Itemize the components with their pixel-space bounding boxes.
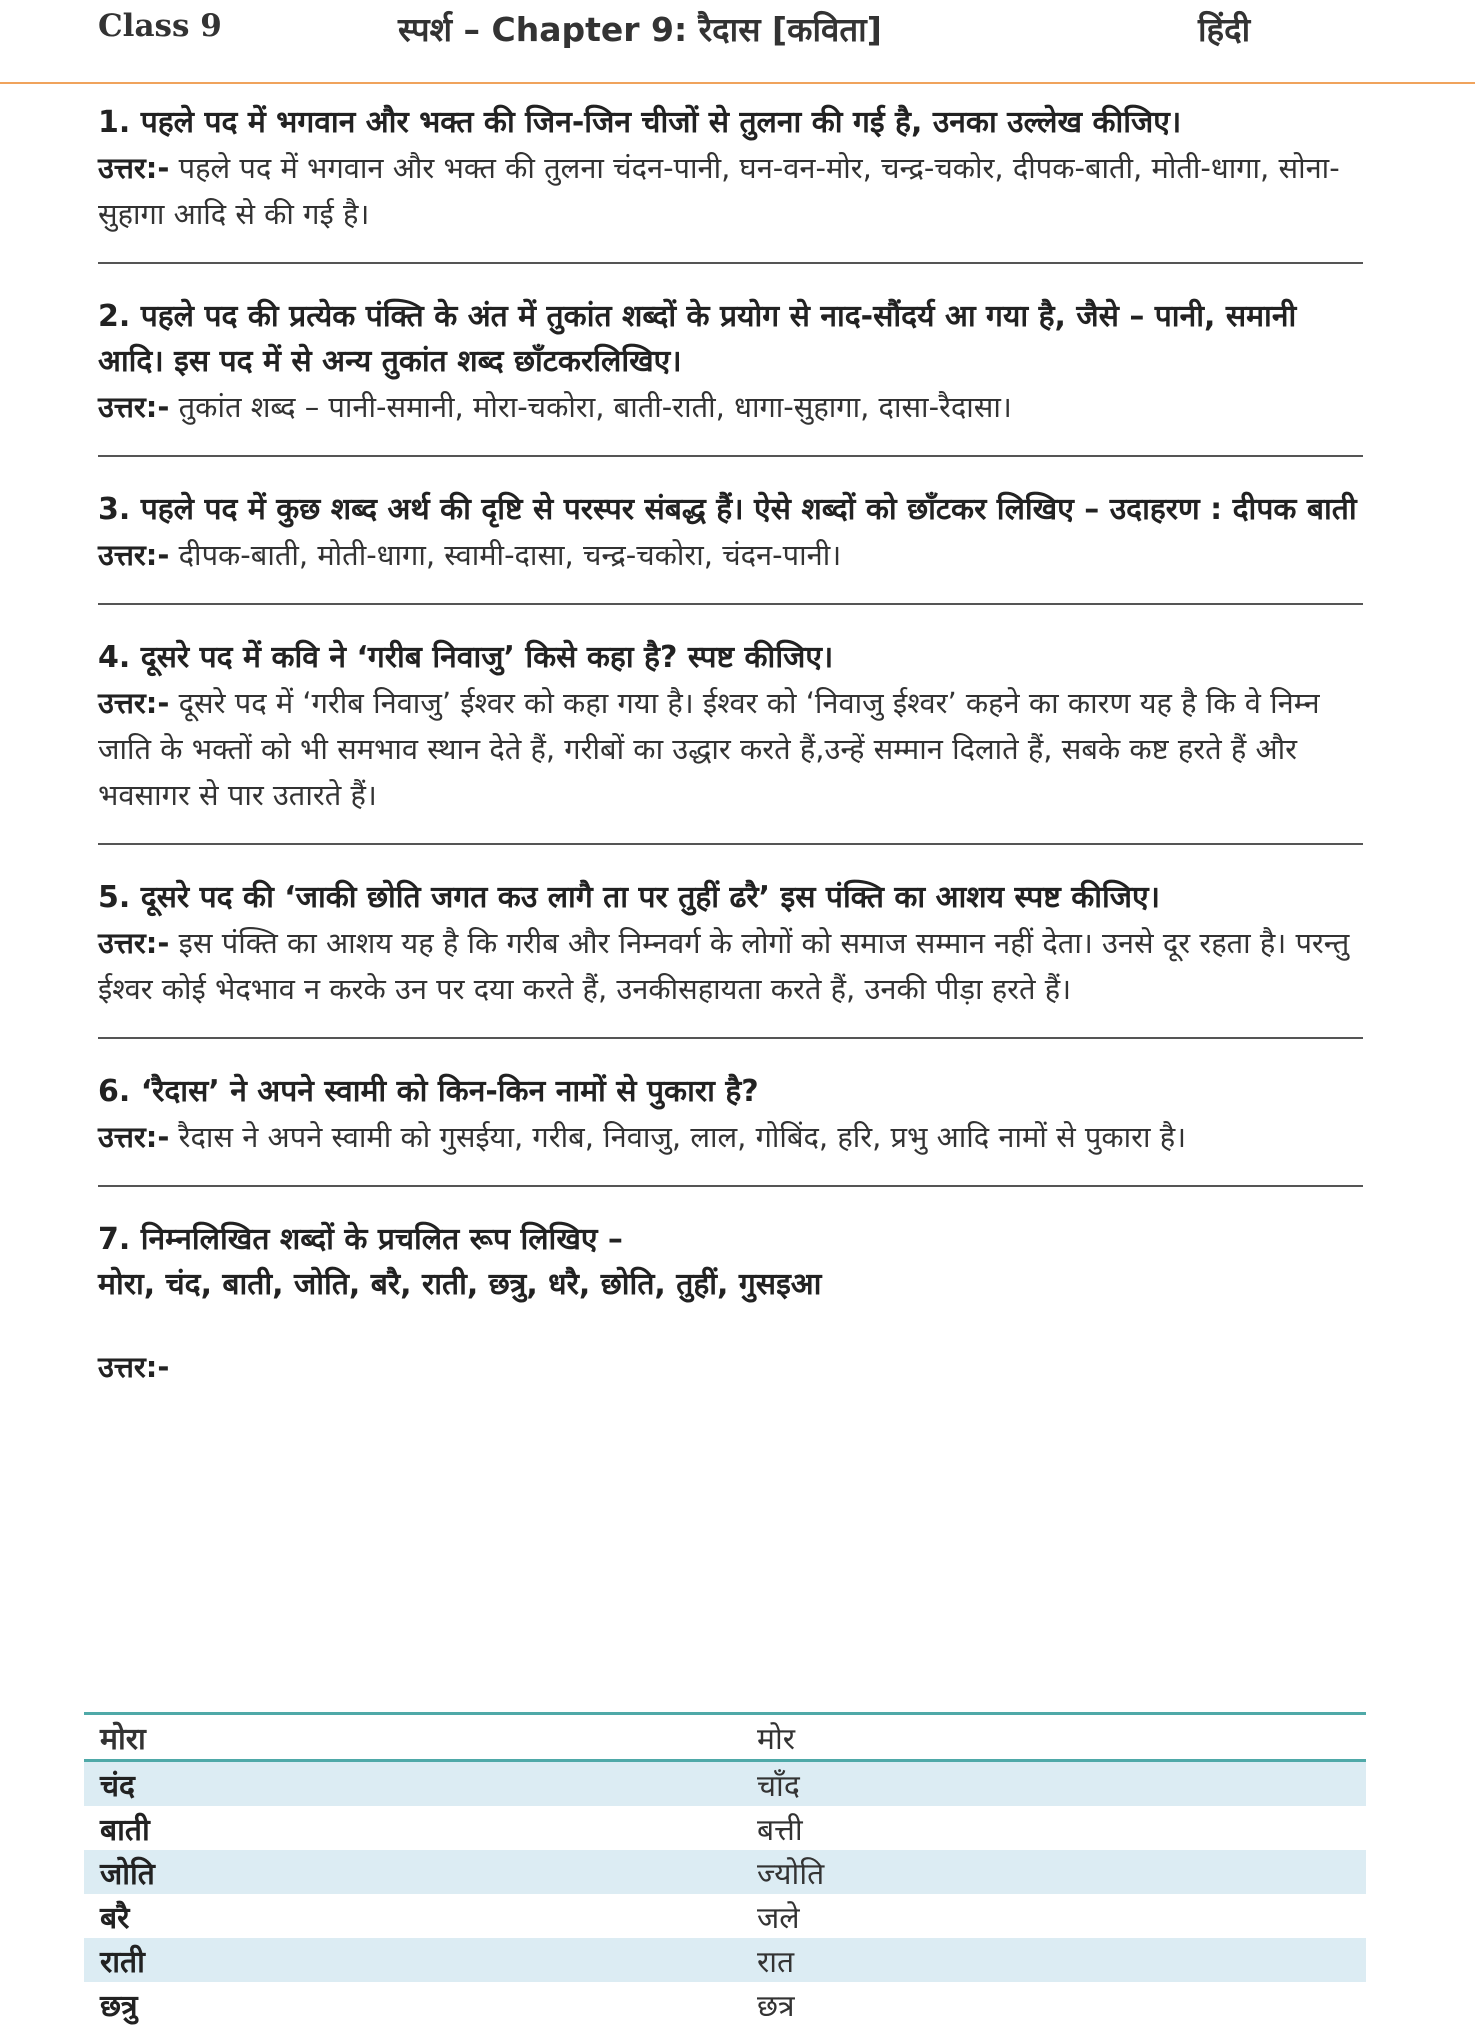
answer-label: उत्तर:- [98, 686, 170, 720]
table-cell-form: छत्र [757, 1988, 795, 2024]
table-cell-form: ज्योति [757, 1856, 825, 1892]
divider [98, 843, 1363, 845]
table-header-cell: मोर [757, 1721, 795, 1757]
question-block-3 [98, 487, 1363, 578]
answer-text [98, 384, 1363, 430]
question-block-7 [98, 1217, 1363, 1389]
table-cell-word: बरै [100, 1900, 130, 1936]
table-cell-form: बत्ती [757, 1812, 803, 1848]
answer-label: उत्तर:- [98, 1350, 170, 1384]
question-text: 6. ‘रैदास’ ने अपने स्वामी को किन-किन नामों से पुकारा है? [98, 1074, 759, 1109]
question-text: 1. पहले पद में भगवान और भक्त की जिन-जिन चीजों से तुलना की गई है, उनका उल्लेख कीजिए। [98, 105, 1182, 140]
answer-body: इस पंक्ति का आशय यह है कि गरीब और निम्नवर्ग के लोगों को समाज सम्मान नहीं देता। उनसे दूर रहता है। परन्तु ईश्वर कोई भेदभाव न करके उन पर दया करते हैं, उनकीसहायता करते हैं, उनकी पीड़ा हरते हैं। [98, 926, 1350, 1006]
answer-label: उत्तर:- [98, 926, 170, 960]
question-block-4 [98, 635, 1363, 818]
page-header [0, 0, 1475, 84]
table-cell-word: चंद [100, 1768, 135, 1804]
divider [98, 455, 1363, 457]
question-text: 5. दूसरे पद की ‘जाकी छोति जगत कउ लागै ता पर तुहीं ढरै’ इस पंक्ति का आशय स्पष्ट कीजिए। [98, 880, 1161, 915]
table-header-row [84, 1714, 1366, 1761]
answer-body: दीपक-बाती, मोती-धागा, स्वामी-दासा, चन्द्र-चकोरा, चंदन-पानी। [169, 538, 842, 572]
table-cell-word: जोति [100, 1856, 155, 1892]
question-text-line1: 7. निम्नलिखित शब्दों के प्रचलित रूप लिखिए – [98, 1222, 623, 1257]
table-cell-word: राती [100, 1944, 145, 1980]
chapter-title: स्पर्श – Chapter 9: रैदास [कविता] [398, 10, 882, 49]
table-row [84, 1982, 1366, 2026]
answer-text [98, 532, 1363, 578]
question-block-6 [98, 1069, 1363, 1160]
answer-label: उत्तर:- [98, 151, 170, 185]
answer-text [98, 920, 1363, 1012]
answer-text [98, 145, 1363, 237]
answer-body: दूसरे पद में ‘गरीब निवाजु’ ईश्वर को कहा गया है। ईश्वर को ‘निवाजु ईश्वर’ कहने का कारण यह है कि वे निम्न जाति के भक्तों को भी समभाव स्थान देते हैं, गरीबों का उद्धार करते हैं,उन्हें सम्मान दिलाते हैं, सबके कष्ट हरते हैं और भवसागर से पार उतारते हैं। [98, 686, 1320, 812]
answer-label: उत्तर:- [98, 390, 170, 424]
table-cell-form: चाँद [757, 1768, 800, 1804]
divider [98, 603, 1363, 605]
divider [98, 1185, 1363, 1187]
answer-body: रैदास ने अपने स्वामी को गुसईया, गरीब, निवाजु, लाल, गोबिंद, हरि, प्रभु आदि नामों से पुकारा है। [169, 1120, 1187, 1154]
answer-label: उत्तर:- [98, 1120, 170, 1154]
answer-text [98, 680, 1363, 818]
table-cell-form: जले [757, 1900, 800, 1936]
table-row [84, 1894, 1366, 1938]
table-row [84, 1938, 1366, 1982]
class-label: Class 9 [98, 8, 222, 44]
table-cell-word: बाती [100, 1812, 150, 1848]
answer-text [98, 1114, 1363, 1160]
answer-body: पहले पद में भगवान और भक्त की तुलना चंदन-पानी, घन-वन-मोर, चन्द्र-चकोर, दीपक-बाती, मोती-धागा, सोना-सुहागा आदि से की गई है। [98, 151, 1340, 231]
table-row [84, 1850, 1366, 1894]
table-row [84, 1761, 1366, 1807]
table-header-cell: मोरा [100, 1721, 146, 1757]
divider [98, 1037, 1363, 1039]
answer-body: तुकांत शब्द – पानी-समानी, मोरा-चकोरा, बाती-राती, धागा-सुहागा, दासा-रैदासा। [169, 390, 1012, 424]
subject-label: हिंदी [1198, 10, 1251, 49]
table-row [84, 1806, 1366, 1850]
divider [98, 262, 1363, 264]
question-block-5 [98, 875, 1363, 1012]
answer-label: उत्तर:- [98, 538, 170, 572]
question-block-1 [98, 100, 1363, 237]
question-text: 2. पहले पद की प्रत्येक पंक्ति के अंत में तुकांत शब्दों के प्रयोग से नाद-सौंदर्य आ गया है, जैसे – पानी, समानी आदि। इस पद में से अन्य तुकांत शब्द छाँटकरलिखिए। [98, 299, 1297, 379]
table-cell-form: रात [757, 1944, 795, 1980]
word-forms-table [84, 1712, 1366, 2026]
table-cell-word: छत्रु [100, 1988, 138, 2024]
question-text: 3. पहले पद में कुछ शब्द अर्थ की दृष्टि से परस्पर संबद्ध हैं। ऐसे शब्दों को छाँटकर लिखिए – उदाहरण : दीपक बाती [98, 492, 1357, 527]
main-content [98, 100, 1363, 1389]
question-text-line2: मोरा, चंद, बाती, जोति, बरै, राती, छत्रु, धरै, छोति, तुहीं, गुसइआ [98, 1267, 822, 1302]
question-block-2 [98, 294, 1363, 430]
question-text: 4. दूसरे पद में कवि ने ‘गरीब निवाजु’ किसे कहा है? स्पष्ट कीजिए। [98, 640, 834, 675]
